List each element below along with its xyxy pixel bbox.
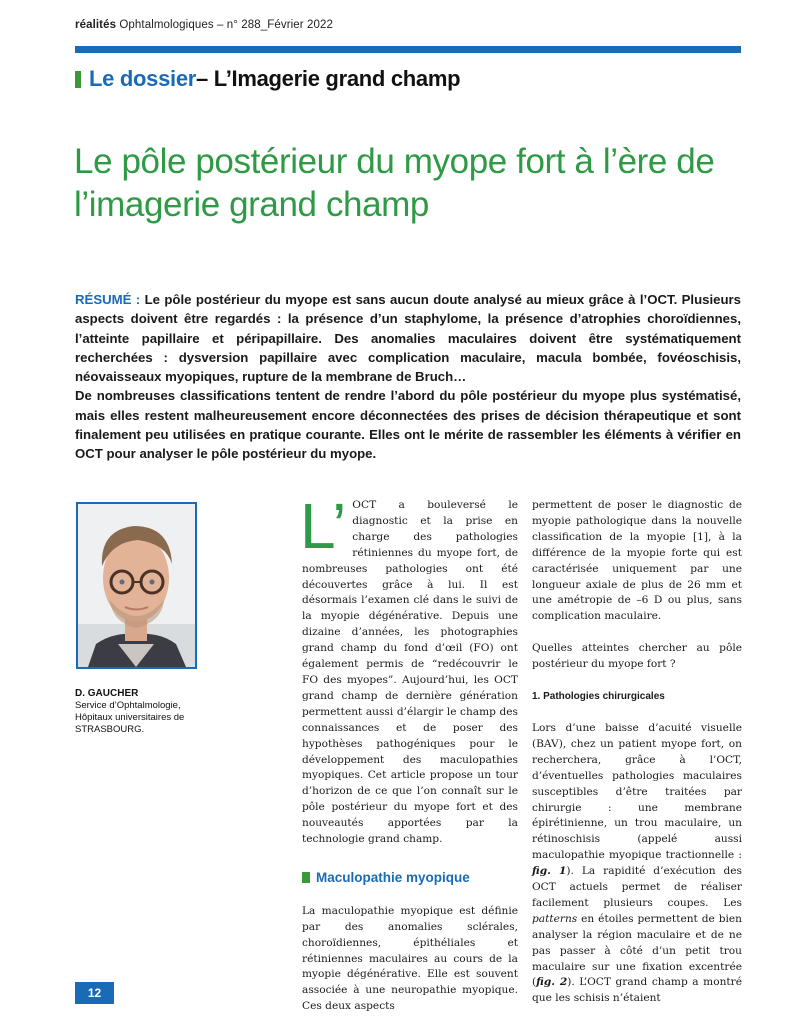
fig-2-reference[interactable]: fig. 2 bbox=[536, 976, 568, 989]
running-head bbox=[75, 19, 333, 31]
subhead-pathologies-chirurgicales: 1. Pathologies chirurgicales bbox=[532, 691, 665, 703]
author-portrait-image bbox=[78, 504, 195, 667]
section-topic: – L’Imagerie grand champ bbox=[196, 66, 461, 91]
fig-1-reference[interactable]: fig. 1 bbox=[532, 865, 567, 878]
subhead-marker bbox=[302, 872, 310, 883]
drop-cap: L’ bbox=[300, 490, 347, 562]
col2-p2-text-a: Lors d’une baisse d’acuité visuelle (BAV), chez un patient myope fort, on recherchera, grâce à l’OCT, d’éventuelles pathologies maculaires susceptibles d’être traitées par chirurgie : une membrane épirétinienne, un trou maculaire, un rétinoschisis (appelé aussi maculopathie myopique tractionnelle : bbox=[532, 721, 742, 862]
intro-paragraph: OCT a bouleversé le diagnostic et la prise en charge des pathologies rétiniennes du myope fort, de nombreuses pathologies ont été découvertes grâce à lui. Il est désormais l’examen clé dans le suivi de la myopie dégénérative. Depuis une dizaine d’années, les photographies grand champ du fond d’œil (FO) ont également permis de “redécouvrir le FO des myopes”. Aujourd’hui, les OCT grand champ de dernière génération permettent aussi d’élargir le champ des connaissances et de poser des hypothèses pathogéniques pour le développement des maculopathies myopiques. Cet article propose un tour d’horizon de ce que l’on connaît sur le pôle postérieur du myope fort et des nouveautés apportées par la technologie grand champ. bbox=[302, 499, 518, 846]
body-column-2 bbox=[532, 498, 742, 1007]
summary-label: RÉSUMÉ : bbox=[75, 292, 141, 307]
body-column-1 bbox=[300, 490, 518, 1015]
journal-issue: Ophtalmologiques – n° 288_Février 2022 bbox=[116, 19, 333, 31]
top-rule bbox=[75, 46, 741, 53]
patterns-term: patterns bbox=[532, 912, 578, 925]
section-heading bbox=[75, 66, 460, 92]
subhead-maculopathie bbox=[302, 870, 518, 886]
section-marker bbox=[75, 71, 81, 88]
journal-brand: réalités bbox=[75, 19, 117, 31]
article-title: Le pôle postérieur du myope fort à l’ère de l’imagerie grand champ bbox=[74, 142, 715, 224]
maculopathie-paragraph: La maculopathie myopique est définie par des anomalies sclérales, choroïdiennes, épithéliales et rétiniennes maculaires au cours de la myopie dégénérative. Elle est souvent associée à une neuropathie myopique. Ces deux aspects bbox=[302, 904, 518, 1013]
page-number: 12 bbox=[75, 982, 114, 1004]
author-affiliation-line-3: STRASBOURG. bbox=[75, 724, 145, 735]
col2-p2-text-c: en étoiles permettent de bien analyser la région maculaire et de ne pas passer à côté d’un petit trou maculaire sur une fixation excentrée ( bbox=[532, 912, 742, 989]
summary-text-1: Le pôle postérieur du myope est sans aucun doute analysé au mieux grâce à l’OCT. Plusieurs aspects doivent être regardés : la présence d’un staphylome, la présence d’atrophies choroïdiennes, l’atteinte papillaire et péripapillaire. Des anomalies maculaires doivent être systématiquement recherchées : dysversion papillaire avec complication maculaire, macula bombée, fovéoschisis, néovaisseaux myopiques, rupture de la membrane de Bruch… bbox=[75, 292, 741, 385]
summary-paragraph-1 bbox=[75, 290, 741, 386]
article-summary bbox=[75, 290, 741, 464]
subhead-maculopathie-text: Maculopathie myopique bbox=[316, 869, 470, 885]
section-dossier-label: Le dossier bbox=[89, 66, 197, 91]
col2-p2-text-d: ). L’OCT grand champ a montré que les schisis n’étaient bbox=[532, 976, 742, 1005]
author-affiliation-line-1: Service d’Ophtalmologie, bbox=[75, 700, 181, 711]
author-name: D. GAUCHER bbox=[75, 688, 139, 699]
col2-paragraph-1: permettent de poser le diagnostic de myopie pathologique dans la nouvelle classification de la myopie [1], à la différence de la myopie forte qui est caractérisée uniquement par une longueur axiale de plus de 26 mm et une amétropie de –6 D ou plus, sans complication maculaire. bbox=[532, 499, 742, 623]
summary-paragraph-2: De nombreuses classifications tentent de rendre l’abord du pôle postérieur du myope plus systématisé, mais elles restent malheureusement encore déconnectées des prises de décision thérapeutique et sont finalement peu utilisées en pratique courante. Elles ont le mérite de rassembler les éléments à vérifier en OCT pour analyser le pôle postérieur du myope. bbox=[75, 388, 741, 462]
author-block bbox=[75, 688, 275, 736]
col2-paragraph-2 bbox=[532, 721, 742, 1007]
col2-p2-text-b: ). La rapidité d’exécution des OCT actuels permet de réaliser facilement plusieurs coupes. Les bbox=[532, 865, 742, 909]
col2-question: Quelles atteintes chercher au pôle postérieur du myope fort ? bbox=[532, 642, 742, 671]
author-photo bbox=[76, 502, 197, 669]
author-affiliation-line-2: Hôpitaux universitaires de bbox=[75, 712, 185, 723]
